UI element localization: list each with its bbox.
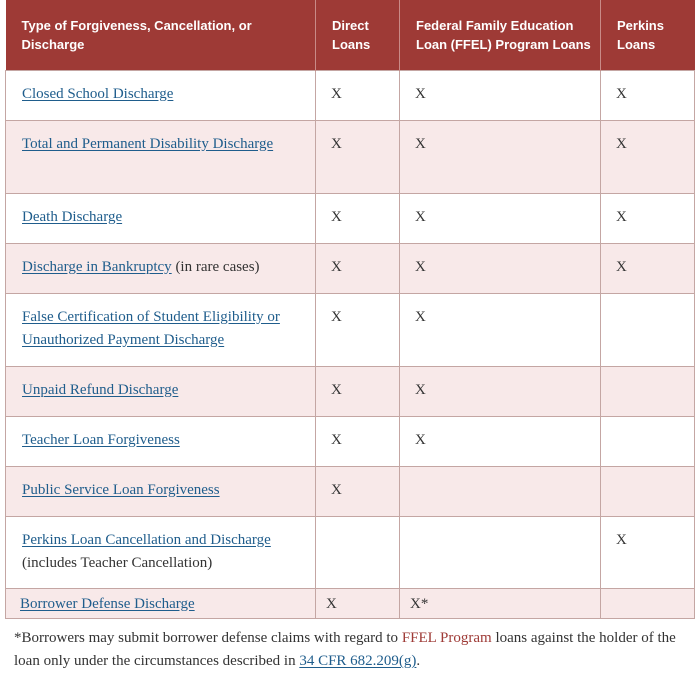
borrower-defense-discharge-link[interactable]: Borrower Defense Discharge <box>20 595 195 612</box>
ffel-cell: X <box>400 293 601 366</box>
type-cell <box>6 466 316 516</box>
table-row <box>6 70 695 120</box>
perkins-cell <box>601 293 695 366</box>
ffel-cell: X <box>400 120 601 193</box>
type-cell <box>6 120 316 193</box>
table-row <box>6 466 695 516</box>
direct-cell: X <box>316 588 400 618</box>
bankruptcy-discharge-link[interactable]: Discharge in Bankruptcy <box>22 258 172 275</box>
type-cell <box>6 70 316 120</box>
ffel-cell: X* <box>400 588 601 618</box>
closed-school-discharge-link[interactable]: Closed School Discharge <box>22 85 174 102</box>
header-ffel-loans: Federal Family Education Loan (FFEL) Program Loans <box>400 0 601 70</box>
direct-cell <box>316 516 400 588</box>
type-cell <box>6 293 316 366</box>
ffel-cell: X <box>400 193 601 243</box>
ffel-cell <box>400 516 601 588</box>
header-direct-loans: Direct Loans <box>316 0 400 70</box>
footnote <box>14 627 690 673</box>
direct-cell: X <box>316 416 400 466</box>
footnote-period: . <box>416 653 421 669</box>
false-certification-discharge-link[interactable]: False Certification of Student Eligibility or Unauthorized Payment Discharge <box>22 308 280 348</box>
death-discharge-link[interactable]: Death Discharge <box>22 208 123 225</box>
type-cell <box>6 588 316 618</box>
type-cell <box>6 243 316 293</box>
unpaid-refund-discharge-link[interactable]: Unpaid Refund Discharge <box>22 381 179 398</box>
footnote-text: *Borrowers may submit borrower defense claims with regard to <box>14 630 402 646</box>
perkins-cancellation-link[interactable]: Perkins Loan Cancellation and Discharge <box>22 531 271 548</box>
ffel-program-term: FFEL Program <box>401 630 492 646</box>
cfr-link[interactable]: 34 CFR 682.209(g) <box>299 653 417 669</box>
disability-discharge-link[interactable]: Total and Permanent Disability Discharge <box>22 135 274 152</box>
table-row <box>6 366 695 416</box>
table-row <box>6 416 695 466</box>
ffel-cell <box>400 466 601 516</box>
table-row <box>6 120 695 193</box>
perkins-cell <box>601 366 695 416</box>
table-row <box>6 193 695 243</box>
public-service-loan-forgiveness-link[interactable]: Public Service Loan Forgiveness <box>22 481 220 498</box>
header-type: Type of Forgiveness, Cancellation, or Discharge <box>6 0 316 70</box>
direct-cell: X <box>316 466 400 516</box>
perkins-cell <box>601 588 695 618</box>
perkins-cell: X <box>601 193 695 243</box>
direct-cell: X <box>316 120 400 193</box>
header-perkins-loans: Perkins Loans <box>601 0 695 70</box>
direct-cell: X <box>316 70 400 120</box>
direct-cell: X <box>316 366 400 416</box>
footnote-text: loans against the holder of the loan only under the circumstances described in <box>14 630 676 669</box>
ffel-cell: X <box>400 416 601 466</box>
table-row <box>6 243 695 293</box>
perkins-cell: X <box>601 120 695 193</box>
table-header-row <box>6 0 695 70</box>
loan-forgiveness-table <box>5 0 695 619</box>
perkins-cell: X <box>601 516 695 588</box>
type-cell <box>6 516 316 588</box>
perkins-cell <box>601 416 695 466</box>
ffel-cell: X <box>400 243 601 293</box>
perkins-cell: X <box>601 243 695 293</box>
table-row <box>6 293 695 366</box>
type-cell <box>6 366 316 416</box>
type-note: (in rare cases) <box>171 258 260 275</box>
type-cell <box>6 416 316 466</box>
direct-cell: X <box>316 193 400 243</box>
direct-cell: X <box>316 293 400 366</box>
table-row <box>6 516 695 588</box>
teacher-loan-forgiveness-link[interactable]: Teacher Loan Forgiveness <box>22 431 180 448</box>
ffel-cell: X <box>400 70 601 120</box>
type-cell <box>6 193 316 243</box>
ffel-cell: X <box>400 366 601 416</box>
perkins-cell <box>601 466 695 516</box>
perkins-cell: X <box>601 70 695 120</box>
direct-cell: X <box>316 243 400 293</box>
table-row <box>6 588 695 618</box>
type-note: (includes Teacher Cancellation) <box>22 554 213 571</box>
